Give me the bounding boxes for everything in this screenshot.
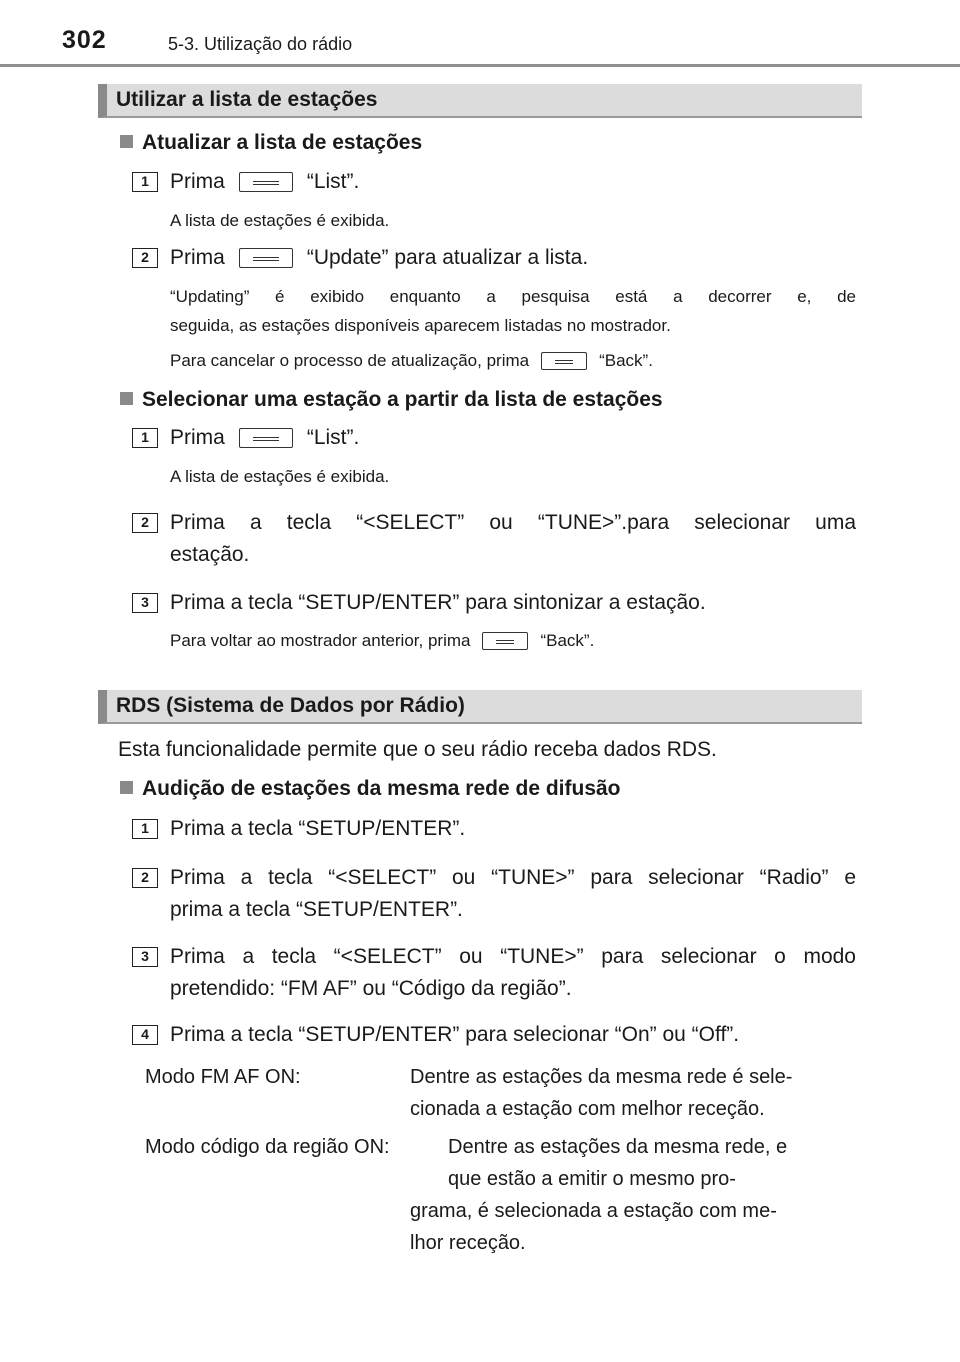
subsection-title: Selecionar uma estação a partir da lista de estações xyxy=(120,388,663,412)
step-note: A lista de estações é exibida. xyxy=(170,211,390,230)
step-number: 2 xyxy=(132,868,158,888)
step-note: A lista de estações é exibida. xyxy=(170,467,390,486)
step-number: 3 xyxy=(132,947,158,967)
section-title: Utilizar a lista de estações xyxy=(116,88,378,111)
definition-term: Modo código da região ON: xyxy=(145,1136,390,1158)
header-divider xyxy=(0,64,960,67)
radio-button-icon xyxy=(239,248,293,268)
radio-button-icon xyxy=(239,172,293,192)
radio-button-icon xyxy=(482,632,528,650)
step-text: prima a tecla “SETUP/ENTER”. xyxy=(170,898,463,921)
step-number: 2 xyxy=(132,513,158,533)
step-text: Prima “Update” para atualizar a lista. xyxy=(170,246,589,269)
step-text: Prima a tecla “<SELECT” ou “TUNE>”.para selecionar uma xyxy=(170,511,856,534)
step-text: Prima “List”. xyxy=(170,426,360,449)
definition-text: Dentre as estações da mesma rede, e xyxy=(448,1136,788,1158)
step-note: “Updating” é exibido enquanto a pesquisa está a decorrer e, de xyxy=(170,287,856,306)
bullet-square-icon xyxy=(120,781,133,794)
step-number: 3 xyxy=(132,593,158,613)
step-number: 1 xyxy=(132,428,158,448)
page-number: 302 xyxy=(62,26,107,54)
step-number: 2 xyxy=(132,248,158,268)
definition-text: grama, é selecionada a estação com me- xyxy=(410,1200,777,1222)
definition-term: Modo FM AF ON: xyxy=(145,1066,301,1088)
step-number: 4 xyxy=(132,1025,158,1045)
step-text: Prima a tecla “SETUP/ENTER” para selecionar “On” ou “Off”. xyxy=(170,1023,740,1046)
radio-button-icon xyxy=(541,352,587,370)
step-text: Prima a tecla “<SELECT” ou “TUNE>” para selecionar o modo xyxy=(170,945,856,968)
step-text: Prima a tecla “<SELECT” ou “TUNE>” para selecionar “Radio” e xyxy=(170,866,856,889)
step-number: 1 xyxy=(132,172,158,192)
bullet-square-icon xyxy=(120,392,133,405)
step-text: Prima “List”. xyxy=(170,170,360,193)
subsection-title: Atualizar a lista de estações xyxy=(120,131,422,155)
definition-text: que estão a emitir o mesmo pro- xyxy=(448,1168,736,1190)
step-text: pretendido: “FM AF” ou “Código da região”. xyxy=(170,977,572,1000)
definition-text: Dentre as estações da mesma rede é sele- xyxy=(410,1066,793,1088)
intro-text: Esta funcionalidade permite que o seu rádio receba dados RDS. xyxy=(118,738,717,761)
radio-button-icon xyxy=(239,428,293,448)
definition-text: lhor receção. xyxy=(410,1232,526,1254)
step-note: Para cancelar o processo de atualização, prima “Back”. xyxy=(170,351,653,370)
step-note: Para voltar ao mostrador anterior, prima “Back”. xyxy=(170,631,595,650)
subsection-title: Audição de estações da mesma rede de difusão xyxy=(120,777,621,801)
chapter-title: 5-3. Utilização do rádio xyxy=(168,34,353,54)
step-text: estação. xyxy=(170,543,250,566)
step-number: 1 xyxy=(132,819,158,839)
bullet-square-icon xyxy=(120,135,133,148)
definition-text: cionada a estação com melhor receção. xyxy=(410,1098,765,1120)
step-note: seguida, as estações disponíveis aparecem listadas no mostrador. xyxy=(170,316,671,335)
step-text: Prima a tecla “SETUP/ENTER” para sintonizar a estação. xyxy=(170,591,706,614)
section-title: RDS (Sistema de Dados por Rádio) xyxy=(116,694,465,717)
step-text: Prima a tecla “SETUP/ENTER”. xyxy=(170,817,466,840)
